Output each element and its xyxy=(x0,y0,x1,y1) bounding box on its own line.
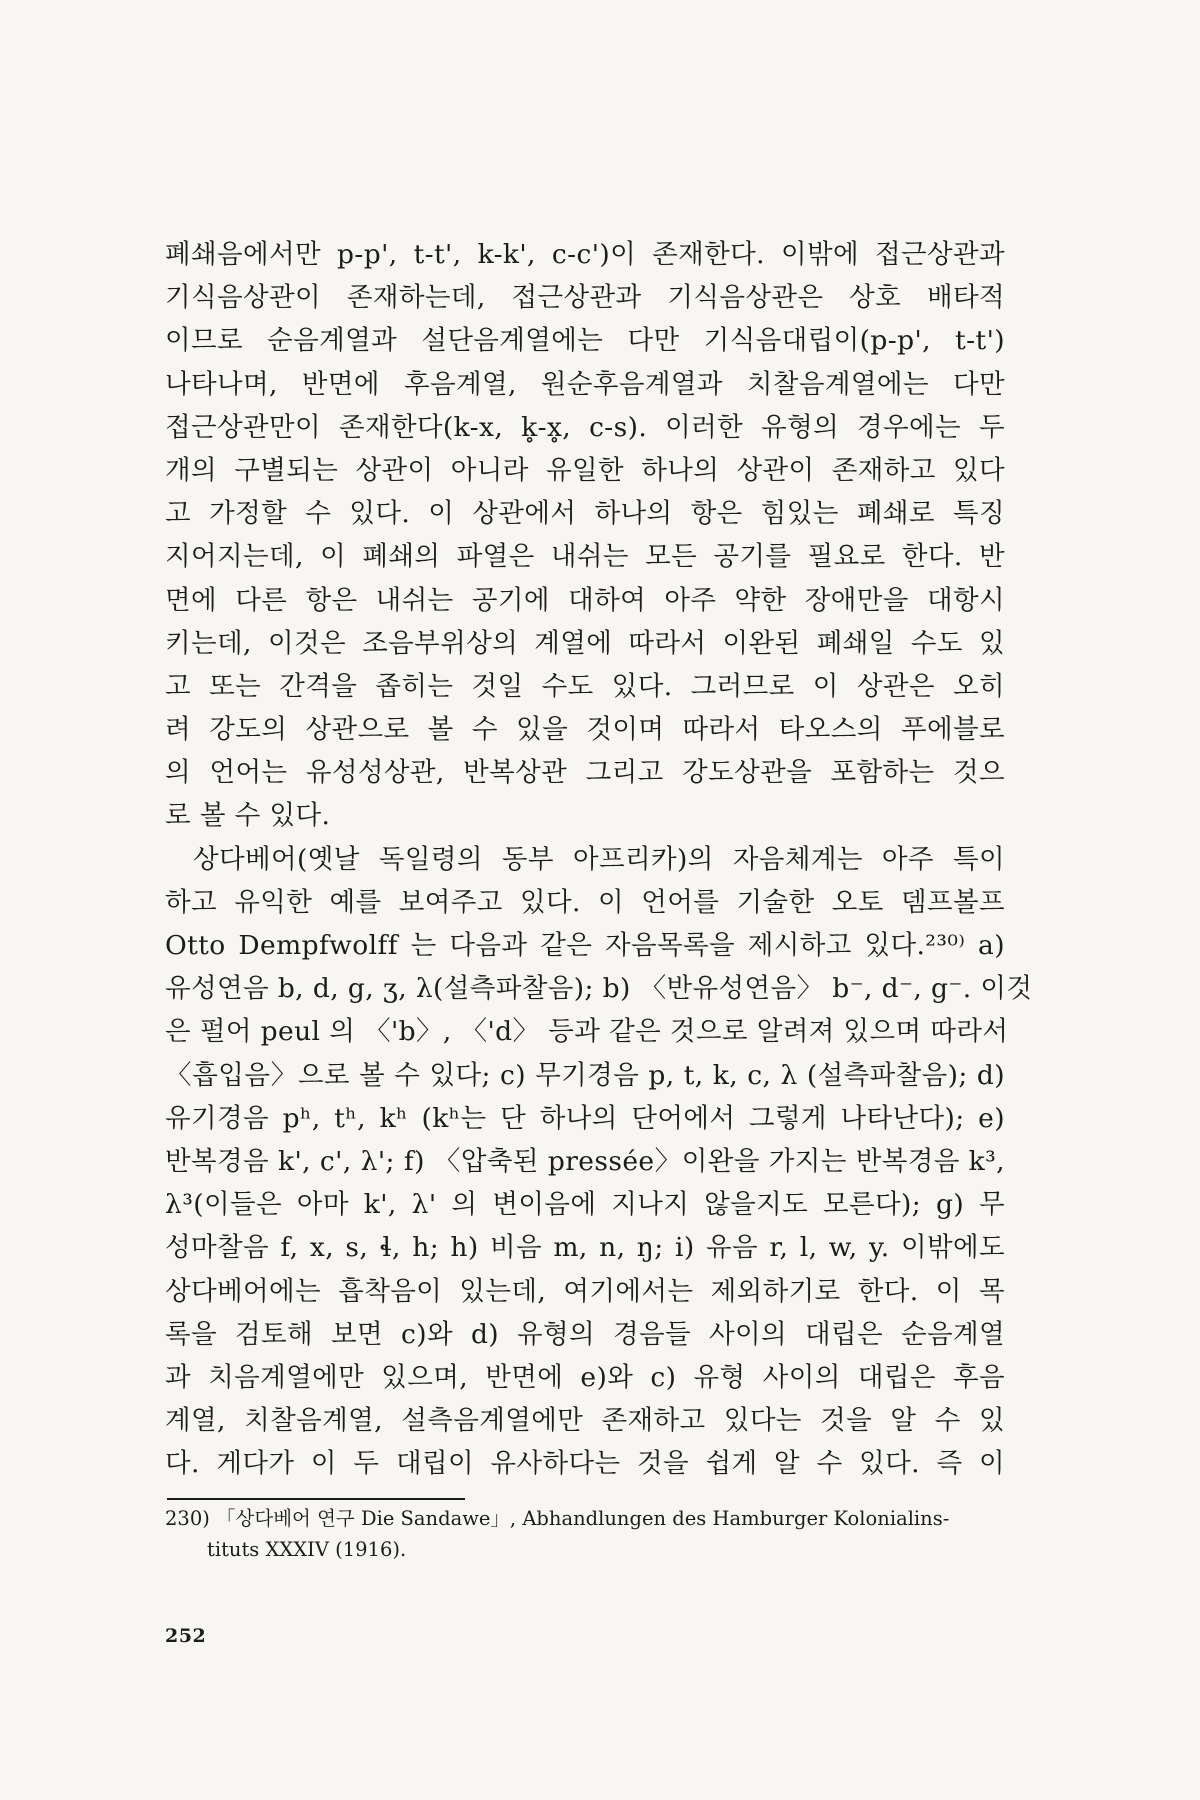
body-line-29: 다. 게다가 이 두 대립이 유사하다는 것을 쉽게 알 수 있다. 즉 이 xyxy=(165,1448,1005,1480)
body-line-6: 개의 구별되는 상관이 아니라 유일한 하나의 상관이 존재하고 있다 xyxy=(165,454,1005,486)
body-line-25: 상다베어에는 흡착음이 있는데, 여기에서는 제외하기로 한다. 이 목 xyxy=(165,1275,1005,1307)
body-line-14: 로 볼 수 있다. xyxy=(165,800,331,832)
body-line-1: 폐쇄음에서만 p-p', t-t', k-k', c-c')이 존재한다. 이밖에 접근상관과 xyxy=(165,239,1005,270)
body-line-11: 고 또는 간격을 좁히는 것일 수도 있다. 그러므로 이 상관은 오히 xyxy=(165,670,1005,702)
body-line-2: 기식음상관이 존재하는데, 접근상관과 기식음상관은 상호 배타적 xyxy=(165,282,1005,314)
body-line-23: λ³(이들은 아마 k', λ' 의 변이음에 지나지 않을지도 모른다); g) 무 xyxy=(165,1189,1005,1221)
footnote xyxy=(165,1503,1025,1565)
body-line-8: 지어지는데, 이 폐쇄의 파열은 내쉬는 모든 공기를 필요로 한다. 반 xyxy=(165,541,1005,573)
page-number: 252 xyxy=(165,1625,207,1647)
body-line-5: 접근상관만이 존재한다(k-x, k̥-x̥, c-s). 이러한 유형의 경우에는 두 xyxy=(165,411,1005,443)
body-line-21: 유기경음 pʰ, tʰ, kʰ (kʰ는 단 하나의 단어에서 그렇게 나타난다); e) xyxy=(165,1102,1005,1134)
body-line-18: 유성연음 b, d, g, ʒ, λ(설측파찰음); b) 〈반유성연음〉 b⁻, d⁻, g⁻. 이것 xyxy=(165,973,1033,1005)
body-line-22: 반복경음 k', c', λ'; f) 〈압축된 pressée〉이완을 가지는 반복경음 k³, xyxy=(165,1145,1005,1177)
footnote-line-1: 230) 「상다베어 연구 Die Sandawe」, Abhandlungen des Hamburger Kolonialins- xyxy=(165,1507,950,1530)
body-line-27: 과 치음계열에만 있으며, 반면에 e)와 c) 유형 사이의 대립은 후음 xyxy=(165,1361,1005,1393)
body-line-13: 의 언어는 유성성상관, 반복상관 그리고 강도상관을 포함하는 것으 xyxy=(165,757,1005,789)
body-line-26: 록을 검토해 보면 c)와 d) 유형의 경음들 사이의 대립은 순음계열 xyxy=(165,1318,1005,1350)
footnote-divider xyxy=(167,1498,465,1500)
body-text xyxy=(165,233,1033,1485)
body-line-20: 〈흡입음〉으로 볼 수 있다; c) 무기경음 p, t, k, c, λ (설측파찰음); d) xyxy=(165,1059,1005,1091)
body-line-9: 면에 다른 항은 내쉬는 공기에 대하여 아주 약한 장애만을 대항시 xyxy=(165,584,1005,616)
body-line-24: 성마찰음 f, x, s, ɬ, h; h) 비음 m, n, ŋ; i) 유음 r, l, w, y. 이밖에도 xyxy=(165,1232,1005,1264)
footnote-line-2: tituts XXXIV (1916). xyxy=(207,1538,407,1561)
body-line-28: 계열, 치찰음계열, 설측음계열에만 존재하고 있다는 것을 알 수 있 xyxy=(165,1405,1005,1437)
body-line-12: 려 강도의 상관으로 볼 수 있을 것이며 따라서 타오스의 푸에블로 xyxy=(165,714,1005,746)
body-line-16: 하고 유익한 예를 보여주고 있다. 이 언어를 기술한 오토 뎀프볼프 xyxy=(165,886,1005,918)
body-line-17: Otto Dempfwolff 는 다음과 같은 자음목록을 제시하고 있다.²³⁰⁾ a) xyxy=(165,930,1005,961)
body-line-7: 고 가정할 수 있다. 이 상관에서 하나의 항은 힘있는 폐쇄로 특징 xyxy=(165,498,1005,530)
body-line-10: 키는데, 이것은 조음부위상의 계열에 따라서 이완된 폐쇄일 수도 있 xyxy=(165,627,1005,659)
body-line-4: 나타나며, 반면에 후음계열, 원순후음계열과 치찰음계열에는 다만 xyxy=(165,368,1005,400)
body-line-19: 은 펄어 peul 의 〈'b〉, 〈'd〉 등과 같은 것으로 알려져 있으며 따라서 xyxy=(165,1016,1009,1048)
body-line-3: 이므로 순음계열과 설단음계열에는 다만 기식음대립이(p-p', t-t') xyxy=(165,325,1005,357)
body-line-15: 상다베어(옛날 독일령의 동부 아프리카)의 자음체계는 아주 특이 xyxy=(193,843,1005,875)
